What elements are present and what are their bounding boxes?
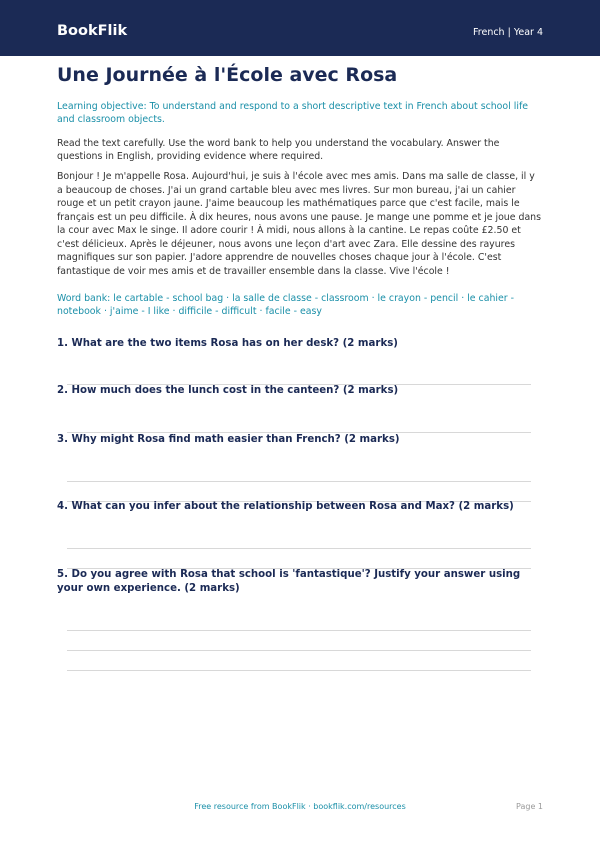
question-4: 4. What can you infer about the relationship between Rosa and Max? (2 marks) (57, 501, 514, 512)
answer-line[interactable] (67, 630, 531, 631)
answer-line[interactable] (67, 670, 531, 671)
footer-credit: Free resource from BookFlik · bookflik.com/resources (194, 802, 406, 811)
question-1: 1. What are the two items Rosa has on her desk? (2 marks) (57, 338, 398, 349)
word-bank: Word bank: le cartable - school bag · la salle de classe - classroom · le crayon - pencil · le cahier - notebook · j'aime - I like · difficile - difficult · facile - easy (57, 293, 514, 317)
header-bar (0, 0, 600, 56)
question-3: 3. Why might Rosa find math easier than French? (2 marks) (57, 434, 400, 445)
answer-line[interactable] (67, 650, 531, 651)
reading-passage: Bonjour ! Je m'appelle Rosa. Aujourd'hui, je suis à l'école avec mes amis. Dans ma salle de classe, il y a beaucoup de choses. J'ai un grand cartable bleu avec mes livres. Sur mon bureau, j'ai un cahier rouge et un petit crayon jaune. J'aime beaucoup les mathématiques parce que c'est facile, mais le français est un peu difficile. À dix heures, nous avons une pause. Je mange une pomme et je joue dans la cour avec Max le singe. Il adore courir ! À midi, nous allons à la cantine. Le repas coûte £2.50 et c'est délicieux. Après le déjeuner, nous avons une leçon d'art avec Zara. Elle dessine des rayures magnifiques sur son papier. J'adore apprendre de nouvelles choses chaque jour à l'école. C'est fantastique de voir mes amis et de travailler ensemble dans la classe. Vive l'école ! (57, 171, 542, 277)
page-number: Page 1 (516, 802, 543, 811)
question-5: 5. Do you agree with Rosa that school is 'fantastique'? Justify your answer using your own experience. (2 marks) (57, 569, 521, 594)
instructions: Read the text carefully. Use the word bank to help you understand the vocabulary. Answer the questions in English, providing evidence where required. (57, 138, 500, 162)
question-2: 2. How much does the lunch cost in the canteen? (2 marks) (57, 385, 399, 396)
answer-line[interactable] (67, 548, 531, 549)
answer-line[interactable] (67, 481, 531, 482)
learning-objective: Learning objective: To understand and respond to a short descriptive text in French about school life and classroom objects. (57, 101, 529, 125)
subject-year-label: French | Year 4 (473, 27, 543, 38)
page-title: Une Journée à l'École avec Rosa (57, 64, 398, 86)
brand-logo-text: BookFlik (57, 23, 128, 39)
